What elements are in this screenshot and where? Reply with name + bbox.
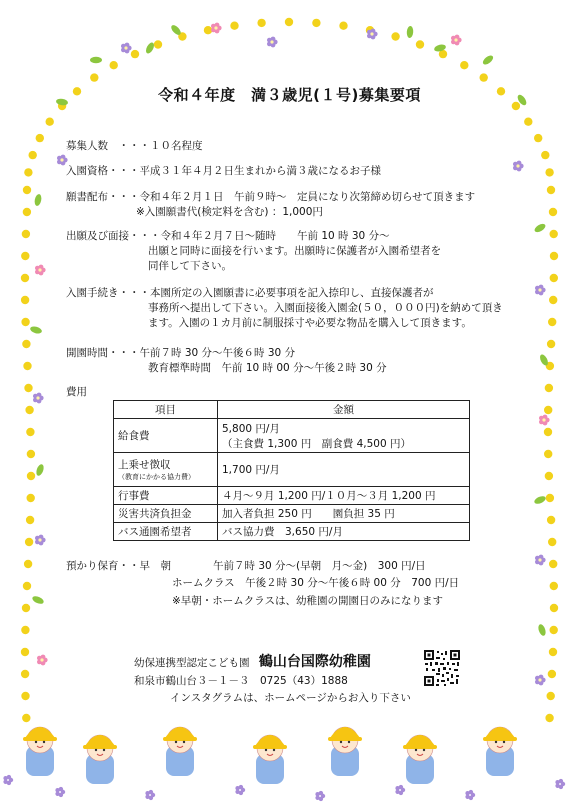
hours-line1: 開園時間・・・午前７時 30 分～午後６時 30 分 [66, 347, 296, 359]
yellow-dot-icon [339, 22, 347, 30]
purple-flower-icon [235, 785, 245, 795]
yellow-dot-icon [21, 318, 29, 326]
procedure-line2: 事務所へ提出して下さい。入園面接後入園金(５０，０００円)を納めて頂き [148, 302, 503, 314]
yellow-dot-icon [547, 340, 555, 348]
purple-flower-icon [145, 790, 155, 800]
yellow-dot-icon [24, 168, 32, 176]
procedure-line1: 入園手続き・・・本園所定の入園願書に必要事項を記入捺印し、直接保護者が [66, 287, 434, 299]
child-illustration-icon [23, 727, 57, 776]
purple-flower-icon [395, 785, 405, 795]
green-leaf-icon [35, 463, 45, 476]
fees-label: 費用 [66, 386, 87, 398]
yellow-dot-icon [21, 692, 29, 700]
purple-flower-icon [539, 415, 550, 426]
purple-flower-icon [57, 155, 68, 166]
interview-line2: 出願と同時に面接を行います。出願時に保護者が入園希望者を [148, 245, 442, 257]
yellow-dot-icon [24, 560, 32, 568]
child-illustration-icon [328, 727, 362, 776]
yellow-dot-icon [131, 50, 139, 58]
yellow-dot-icon [22, 604, 30, 612]
purple-flower-icon [33, 393, 44, 404]
yellow-dot-icon [46, 118, 54, 126]
yellow-dot-icon [23, 362, 31, 370]
yellow-dot-icon [22, 230, 30, 238]
table-row [114, 487, 470, 505]
yellow-dot-icon [24, 384, 32, 392]
table-row [114, 523, 470, 541]
yellow-dot-icon [391, 32, 399, 40]
fee-amount: バス協力費 3,650 円/月 [218, 523, 470, 541]
green-leaf-icon [533, 495, 547, 506]
eligibility: 入園資格・・・平成３１年４月２日生まれから満３歳になるお子様 [66, 165, 381, 177]
yellow-dot-icon [549, 560, 557, 568]
table-header-item: 項目 [114, 401, 218, 419]
green-leaf-decorations [29, 23, 549, 636]
fee-item: 行事費 [114, 487, 218, 505]
yellow-dot-icon [545, 384, 553, 392]
yellow-dot-icon [550, 626, 558, 634]
fee-item: 上乗せ徴収 （教育にかかる協力費） [114, 453, 218, 487]
table-header-amount: 金額 [218, 401, 470, 419]
extended-care-line2: ホームクラス 午後２時 30 分～午後６時 00 分 700 円/日 [172, 577, 460, 589]
child-illustration-icon [253, 735, 287, 784]
children-illustration [23, 727, 517, 784]
purple-flower-icon [555, 779, 565, 789]
green-leaf-icon [31, 595, 45, 606]
fee-item: バス通園希望者 [114, 523, 218, 541]
yellow-dot-icon [547, 186, 555, 194]
yellow-dot-icon [230, 22, 238, 30]
yellow-dot-icon [36, 134, 44, 142]
yellow-dot-icon [550, 274, 558, 282]
yellow-dot-icon [546, 494, 554, 502]
green-leaf-icon [90, 57, 102, 63]
purple-flower-icon [211, 23, 222, 34]
recruit-count: 募集人数 ・・・１０名程度 [66, 140, 203, 152]
green-leaf-icon [481, 54, 494, 67]
hours-line2: 教育標準時間 午前 10 時 00 分～午後２時 30 分 [148, 362, 387, 374]
purple-flower-icon [451, 35, 462, 46]
yellow-dot-icon [21, 252, 29, 260]
purple-flower-icon [315, 791, 325, 801]
purple-flower-icon [535, 555, 546, 566]
yellow-dot-icon [110, 61, 118, 69]
child-illustration-icon [403, 735, 437, 784]
green-leaf-icon [533, 222, 547, 234]
yellow-dot-icon [549, 208, 557, 216]
distribution-line1: 願書配布・・・令和４年２月１日 午前９時～ 定員になり次第締め切らせて頂きます [66, 191, 476, 203]
yellow-dot-icon [204, 26, 212, 34]
yellow-dot-icon [27, 494, 35, 502]
purple-flower-icon [35, 535, 46, 546]
yellow-dot-icon [21, 626, 29, 634]
yellow-dot-icon [154, 40, 162, 48]
table-row [114, 419, 470, 453]
qr-code-icon[interactable] [424, 650, 460, 686]
yellow-dot-icon [90, 73, 98, 81]
fees-table [113, 400, 470, 541]
footer-org [134, 656, 371, 670]
yellow-dot-icon [549, 648, 557, 656]
footer-org-name: 鶴山台国際幼稚園 [258, 654, 371, 670]
yellow-dot-icon [550, 582, 558, 590]
yellow-dot-icon [285, 18, 293, 26]
yellow-dot-icon [547, 692, 555, 700]
purple-flower-icon [121, 43, 132, 54]
table-row [114, 505, 470, 523]
footer-address: 和泉市鶴山台３－１－３ 0725（43）1888 [134, 675, 348, 687]
yellow-dot-icon [27, 472, 35, 480]
yellow-dot-icon [544, 428, 552, 436]
child-illustration-icon [483, 727, 517, 776]
footer-instagram: インスタグラムは、ホームページからお入り下さい [170, 692, 411, 704]
child-illustration-icon [163, 727, 197, 776]
yellow-dot-icon [27, 450, 35, 458]
yellow-dot-icon [23, 208, 31, 216]
yellow-dot-icon [544, 406, 552, 414]
purple-flower-icon [37, 655, 48, 666]
green-leaf-icon [537, 623, 547, 636]
purple-flower-icon [55, 787, 65, 797]
fee-item: 給食費 [114, 419, 218, 453]
yellow-dot-icon [545, 714, 553, 722]
fee-item-note: （教育にかかる協力費） [118, 473, 195, 481]
yellow-dot-icon [549, 296, 557, 304]
yellow-dot-icon [22, 714, 30, 722]
child-illustration-icon [83, 735, 117, 784]
yellow-dot-icon [21, 648, 29, 656]
green-leaf-icon [34, 193, 43, 206]
yellow-dot-icon [480, 73, 488, 81]
page-title: 令和４年度 満３歳児(１号)募集要項 [158, 86, 421, 104]
green-leaf-icon [29, 325, 42, 334]
yellow-dot-icon [26, 516, 34, 524]
purple-flower-icon [535, 675, 546, 686]
yellow-dot-icon [25, 406, 33, 414]
distribution-line2: ※入園願書代(検定料を含む) ：1,000円 [136, 206, 323, 218]
purple-flower-icon [535, 285, 546, 296]
yellow-dot-icon [21, 274, 29, 282]
extended-care-line1: 預かり保育・・早 朝 午前７時 30 分～(早朝 月～金) 300 円/日 [66, 560, 426, 572]
fee-amount: 1,700 円/月 [218, 453, 470, 487]
yellow-dot-icon [21, 296, 29, 304]
yellow-dot-icon [550, 252, 558, 260]
footer-org-type: 幼保連携型認定こども園 [134, 657, 250, 669]
extended-care-line3: ※早朝・ホームクラスは、幼稚園の開園日のみになります [172, 595, 443, 607]
yellow-dot-icon [545, 472, 553, 480]
yellow-dot-icon [23, 186, 31, 194]
yellow-dot-icon [541, 151, 549, 159]
yellow-dot-icon [550, 230, 558, 238]
yellow-dot-icon [550, 604, 558, 612]
purple-flower-icon [513, 161, 524, 172]
purple-flower-icon [267, 37, 278, 48]
yellow-dot-icon [26, 428, 34, 436]
green-leaf-icon [406, 26, 413, 38]
yellow-dot-icon [312, 19, 320, 27]
fee-amount: 5,800 円/月 （主食費 1,300 円 副食費 4,500 円） [218, 419, 470, 453]
yellow-dot-icon [547, 516, 555, 524]
purple-flower-icon [35, 265, 46, 276]
yellow-dot-icon [544, 450, 552, 458]
purple-flower-icon [367, 29, 378, 40]
table-row [114, 453, 470, 487]
yellow-dot-icon [548, 670, 556, 678]
yellow-dot-icon [545, 168, 553, 176]
table-header-row [114, 401, 470, 419]
yellow-dot-icon [534, 134, 542, 142]
yellow-dot-icon [29, 151, 37, 159]
interview-line1: 出願及び面接・・・令和４年２月７日～随時 午前 10 時 30 分～ [66, 230, 390, 242]
yellow-dot-icon [416, 40, 424, 48]
purple-flower-icon [3, 775, 13, 785]
yellow-dot-icon [21, 670, 29, 678]
interview-line3: 同伴して下さい。 [148, 260, 232, 272]
yellow-dot-icon [548, 318, 556, 326]
yellow-dot-icon [23, 582, 31, 590]
purple-flower-icon [465, 790, 475, 800]
yellow-dot-icon [25, 538, 33, 546]
yellow-dot-icon [460, 61, 468, 69]
fee-amount: 加入者負担 250 円 園負担 35 円 [218, 505, 470, 523]
fee-amount: ４月～９月 1,200 円/１０月～３月 1,200 円 [218, 487, 470, 505]
yellow-dot-icon [548, 538, 556, 546]
fee-item: 災害共済負担金 [114, 505, 218, 523]
yellow-dot-icon [22, 340, 30, 348]
yellow-dot-icon [524, 118, 532, 126]
green-leaf-icon [144, 41, 155, 55]
yellow-dot-icon [257, 19, 265, 27]
procedure-line3: ます。入園の１カ月前に制服採寸や必要な物品を購入して頂きます。 [148, 317, 472, 329]
